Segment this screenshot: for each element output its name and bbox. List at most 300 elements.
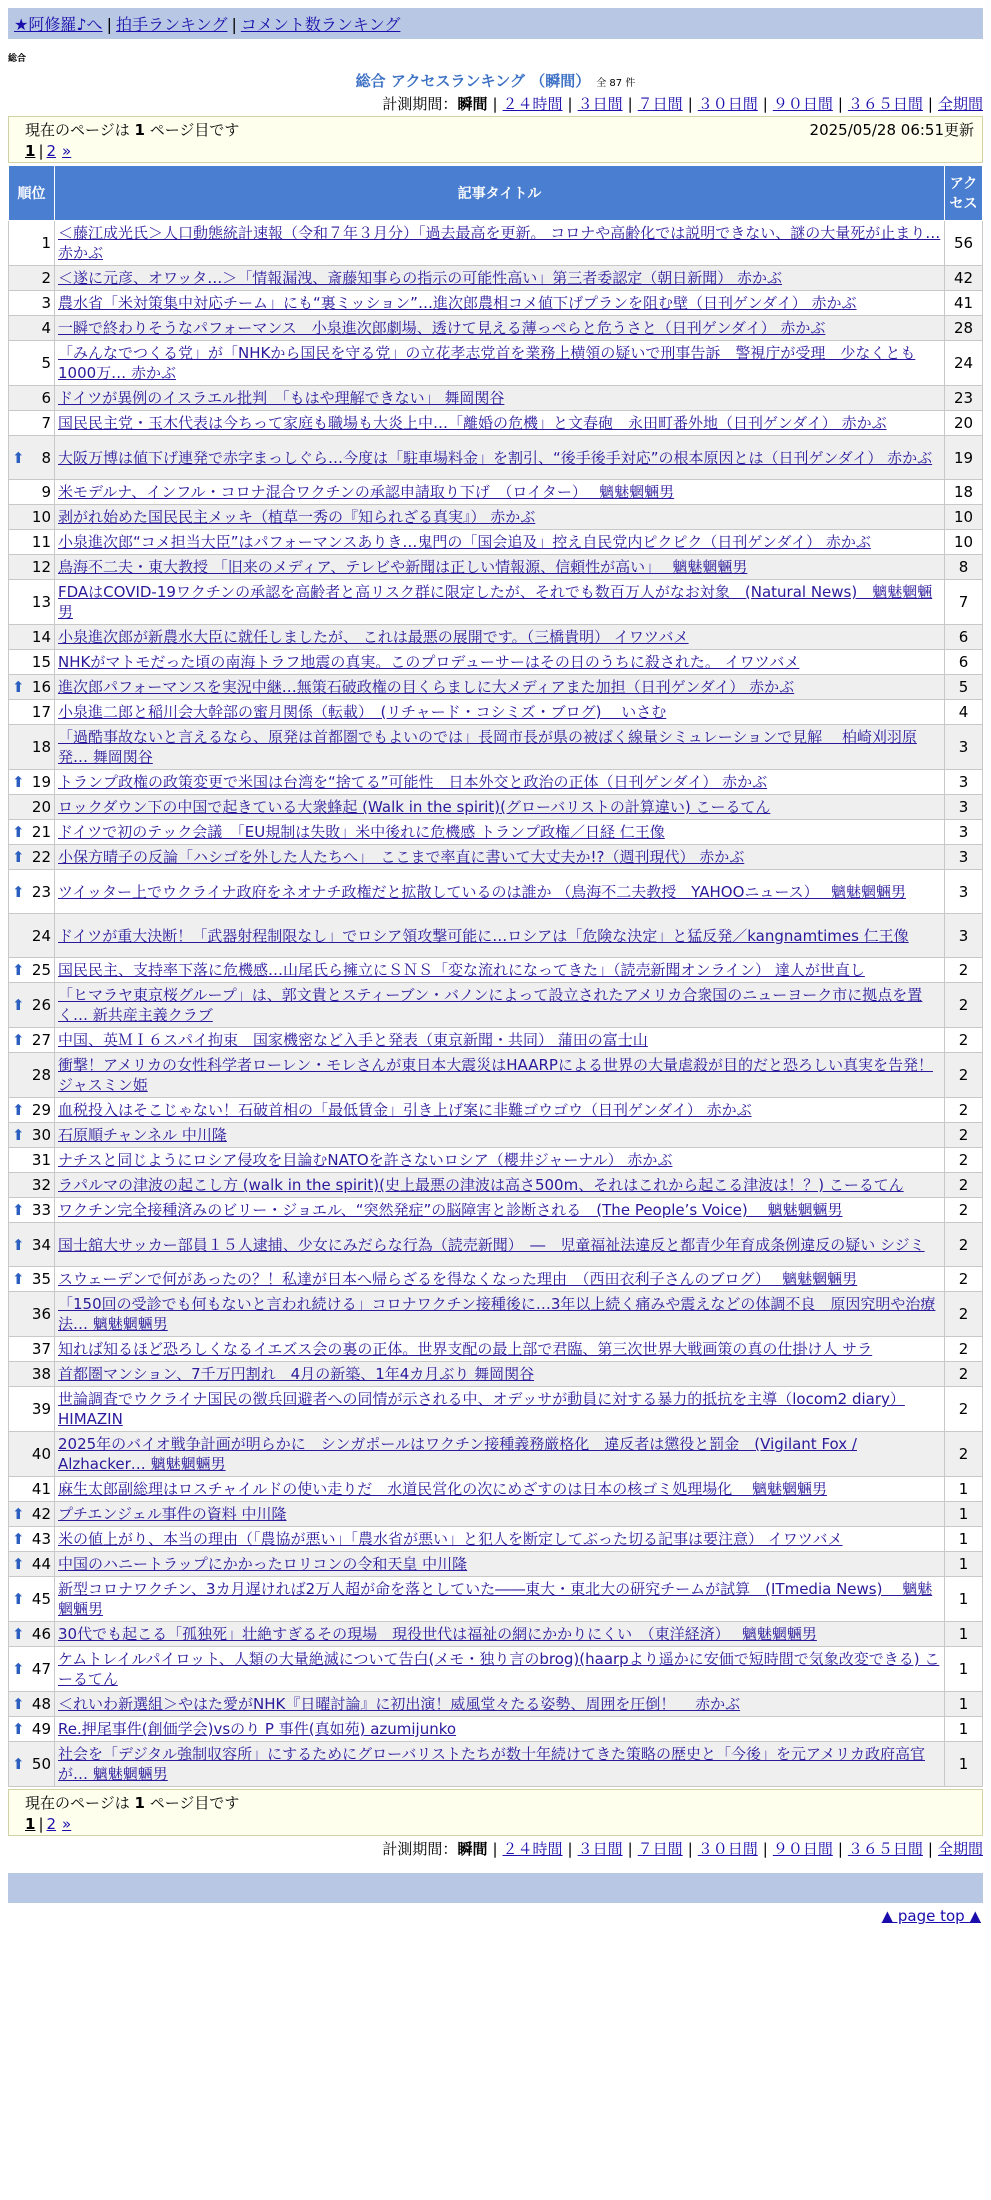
title-cell [55, 1432, 945, 1477]
rank-cell [9, 555, 55, 580]
rank-cell [9, 1123, 55, 1148]
article-title-link[interactable]: 血税投入はそこじゃない！石破首相の「最低賃金」引き上げ案に非難ゴウゴウ（日刊ゲンダイ） 赤かぶ [58, 1101, 752, 1119]
rank-cell [9, 1527, 55, 1552]
table-row [9, 650, 983, 675]
article-title-link[interactable]: ナチスと同じようにロシア侵攻を目論むNATOを許さないロシア（櫻井ジャーナル） 赤かぶ [58, 1151, 673, 1169]
ranking-title: 総合 アクセスランキング （瞬間） [355, 72, 591, 90]
rank-number: 33 [31, 1201, 51, 1219]
article-title-link[interactable]: 小泉進次郎“コメ担当大臣”はパフォーマンスありき…鬼門の「国会追及」控え自民党内ピクピク（日刊ゲンダイ） 赤かぶ [58, 533, 871, 551]
title-cell [55, 291, 945, 316]
separator: | [927, 95, 933, 113]
access-count: 3 [945, 725, 983, 770]
title-cell [55, 820, 945, 845]
article-title-link[interactable]: 「150回の受診でも何もないと言われ続ける」コロナワクチン接種後に…3年以上続く痛みや震えなどの体調不良 原因究明や治療法… 魑魅魍魎男 [58, 1295, 936, 1333]
access-count: 3 [945, 820, 983, 845]
table-row [9, 436, 983, 480]
table-row [9, 221, 983, 266]
access-count: 1 [945, 1527, 983, 1552]
separator: | [927, 1840, 933, 1858]
access-count: 1 [945, 1477, 983, 1502]
title-cell [55, 625, 945, 650]
access-count: 2 [945, 1387, 983, 1432]
rank-number: 27 [31, 1031, 51, 1049]
article-title-link[interactable]: トランプ政権の政策変更で米国は台湾を“捨てる”可能性 日本外交と政治の正体（日刊ゲンダイ） 赤かぶ [58, 773, 768, 791]
title-cell [55, 725, 945, 770]
period-top-period-4[interactable]: ３０日間 [697, 95, 758, 113]
period-selector-bottom [8, 1838, 983, 1859]
access-count: 3 [945, 870, 983, 914]
rank-number: 9 [41, 483, 51, 501]
up-arrow-icon: ⬆ [12, 823, 25, 841]
title-cell [55, 1028, 945, 1053]
title-cell [55, 1123, 945, 1148]
up-arrow-icon: ⬆ [12, 1101, 25, 1119]
article-title-link[interactable]: 麻生太郎副総理はロスチャイルドの使い走りだ 水道民営化の次にめざすのは日本の核ゴミ処理場化 魑魅魍魎男 [58, 1480, 828, 1498]
current-page-text-bottom: 現在のページは 1 ページ目です [25, 1794, 240, 1812]
table-row [9, 845, 983, 870]
article-title-link[interactable]: 米の値上がり、本当の理由（「農協が悪い」「農水省が悪い」と犯人を断定してぶった切る記事は要注意） イワツバメ [58, 1530, 843, 1548]
access-count: 2 [945, 1098, 983, 1123]
article-title-link[interactable]: 国民民主、支持率下落に危機感…山尾氏ら擁立にＳＮＳ「変な流れになってきた」（読売新聞オンライン） 達人が世直し [58, 961, 865, 979]
article-title-link[interactable]: FDAはCOVID-19ワクチンの承認を高齢者と高リスク群に限定したが、それでも数百万人がなお対象 (Natural News) 魑魅魍魎男 [58, 583, 933, 621]
page-info-box-bottom [8, 1789, 983, 1836]
rank-cell [9, 221, 55, 266]
article-title-link[interactable]: 小泉進次郎が新農水大臣に就任しましたが、 これは最悪の展開です。（三橋貴明） イワツバメ [58, 628, 689, 646]
title-cell [55, 1742, 945, 1787]
table-row [9, 1148, 983, 1173]
title-cell [55, 1198, 945, 1223]
rank-number: 24 [31, 926, 51, 945]
period-selector [8, 93, 983, 114]
title-cell [55, 675, 945, 700]
rank-number: 26 [31, 996, 51, 1014]
article-title-link[interactable]: 鳥海不二夫・東大教授 「旧来のメディア、テレビや新聞は正しい情報源、信頼性が高い」 魑魅魍魎男 [58, 558, 748, 576]
up-arrow-icon: ⬆ [12, 1660, 25, 1678]
page-info-box [8, 116, 983, 163]
rank-number: 2 [41, 269, 51, 287]
top-nav: ★阿修羅♪へ | 拍手ランキング | コメント数ランキング [8, 8, 983, 39]
access-header: アクセス [945, 166, 983, 221]
up-arrow-icon: ⬆ [12, 678, 25, 696]
table-row [9, 1362, 983, 1387]
rank-cell [9, 770, 55, 795]
article-title-link[interactable]: ＜れいわ新選組＞やはた愛がNHK『日曜討論』に初出演！威風堂々たる姿勢、周囲を圧倒！ 赤かぶ [58, 1695, 741, 1713]
title-header: 記事タイトル [55, 166, 945, 221]
period-bottom-period-7[interactable]: 全期間 [937, 1840, 983, 1858]
rank-cell [9, 1267, 55, 1292]
article-title-link[interactable]: 大阪万博は値下げ連発で赤字まっしぐら…今度は「駐車場料金」を割引、“後手後手対応”の根本原因とは（日刊ゲンダイ） 赤かぶ [58, 448, 933, 467]
access-count: 56 [945, 221, 983, 266]
table-row [9, 1717, 983, 1742]
access-count: 2 [945, 1432, 983, 1477]
access-count: 3 [945, 845, 983, 870]
pager-page-1[interactable]: 1 [25, 142, 36, 160]
article-title-link[interactable]: 石原順チャンネル 中川隆 [58, 1126, 227, 1144]
article-title-link[interactable]: 衝撃！アメリカの女性科学者ローレン・モレさんが東日本大震災はHAARPによる世界の大量虐殺が目的だと恐ろしい真実を告発！ ジャスミン姫 [58, 1056, 933, 1094]
table-row [9, 625, 983, 650]
article-title-link[interactable]: 小泉進二郎と稲川会大幹部の蜜月関係（転載） (リチャード・コシミズ・ブログ) いさむ [58, 703, 667, 721]
rank-cell [9, 1622, 55, 1647]
article-title-link[interactable]: 社会を「デジタル強制収容所」にするためにグローバリストたちが数十年続けてきた策略の歴史と「今後」を元アメリカ政府高官が… 魑魅魍魎男 [58, 1745, 926, 1783]
access-count: 10 [945, 530, 983, 555]
up-arrow-icon: ⬆ [12, 773, 25, 791]
rank-number: 20 [31, 798, 51, 816]
access-count: 1 [945, 1692, 983, 1717]
access-count: 2 [945, 1148, 983, 1173]
title-cell [55, 650, 945, 675]
period-top-period-5[interactable]: ９０日間 [772, 95, 833, 113]
title-cell [55, 1717, 945, 1742]
period-bottom-period-1[interactable]: ２４時間 [502, 1840, 563, 1858]
article-title-link[interactable]: プチエンジェル事件の資料 中川隆 [58, 1505, 287, 1523]
title-cell [55, 1223, 945, 1267]
up-arrow-icon: ⬆ [12, 1530, 25, 1548]
rank-number: 25 [31, 961, 51, 979]
rank-cell [9, 870, 55, 914]
access-count: 18 [945, 480, 983, 505]
article-title-link[interactable]: 米モデルナ、インフル・コロナ混合ワクチンの承認申請取り下げ （ロイター） 魑魅魍魎男 [58, 483, 675, 501]
access-count: 42 [945, 266, 983, 291]
separator: | [837, 1840, 843, 1858]
article-title-link[interactable]: 中国のハニートラップにかかったロリコンの令和天皇 中川隆 [58, 1555, 468, 1573]
current-page-text: 現在のページは 1 ページ目です [25, 121, 240, 139]
article-title-link[interactable]: NHKがマトモだった頃の南海トラフ地震の真実。このプロデューサーはその日のうちに殺された。 イワツバメ [58, 653, 800, 671]
up-arrow-icon: ⬆ [12, 961, 25, 979]
rank-cell [9, 1552, 55, 1577]
article-title-link[interactable]: 30代でも起こる「孤独死」壮絶すぎるその現場 現役世代は福祉の網にかかりにくい （東洋経済） 魑魅魍魎男 [58, 1625, 817, 1643]
table-row [9, 1198, 983, 1223]
title-cell [55, 914, 945, 958]
footer-bar [8, 1873, 983, 1903]
article-title-link[interactable]: 知れば知るほど恐ろしくなるイエズス会の裏の正体。世界支配の最上部で君臨、第三次世界大戦画策の真の仕掛け人 サラ [58, 1340, 873, 1358]
page-top-area [8, 1903, 983, 1929]
up-arrow-icon: ⬆ [12, 1270, 25, 1288]
rank-cell [9, 480, 55, 505]
separator: | [627, 95, 633, 113]
table-row [9, 958, 983, 983]
rank-cell [9, 1292, 55, 1337]
rank-cell [9, 1717, 55, 1742]
table-row [9, 266, 983, 291]
up-arrow-icon: ⬆ [12, 448, 25, 467]
access-count: 1 [945, 1552, 983, 1577]
article-title-link[interactable]: 2025年のバイオ戦争計画が明らかに シンガポールはワクチン接種義務厳格化 違反者は懲役と罰金 (Vigilant Fox / Alzhacker… 魑魅魍魎男 [58, 1435, 857, 1473]
access-count: 2 [945, 1198, 983, 1223]
period-top-period-0: 瞬間 [457, 95, 488, 113]
article-title-link[interactable]: ドイツが重大決断！「武器射程制限なし」でロシア領攻撃可能に…ロシアは「危険な決定」と猛反発／kangnamtimes 仁王像 [58, 926, 909, 945]
article-title-link[interactable]: ＜藤江成光氏＞人口動態統計速報（令和７年３月分）「過去最高を更新。 コロナや高齢化では説明できない、謎の大量死が止まり… 赤かぶ [58, 224, 941, 262]
access-count: 41 [945, 291, 983, 316]
rank-number: 8 [41, 448, 51, 467]
rank-cell [9, 1477, 55, 1502]
updated-timestamp: 2025/05/28 06:51更新 [809, 121, 974, 139]
rank-number: 31 [31, 1151, 51, 1169]
rank-cell [9, 1028, 55, 1053]
pager-bottom-page-2[interactable]: 2 [46, 1815, 57, 1833]
rank-cell [9, 650, 55, 675]
table-row [9, 1337, 983, 1362]
access-count: 28 [945, 316, 983, 341]
clap-ranking-link[interactable]: 拍手ランキング [115, 15, 228, 34]
separator: | [492, 1840, 498, 1858]
article-title-link[interactable]: 中国、英ＭＩ６スパイ拘束 国家機密など入手と発表（東京新聞・共同） 蒲田の富士山 [58, 1031, 648, 1049]
access-count: 8 [945, 555, 983, 580]
rank-cell [9, 580, 55, 625]
separator: | [762, 95, 768, 113]
title-cell [55, 436, 945, 480]
period-top-period-1[interactable]: ２４時間 [502, 95, 563, 113]
title-cell [55, 1527, 945, 1552]
separator: | [567, 95, 573, 113]
access-count: 1 [945, 1647, 983, 1692]
period-top-label: 計測期間： [382, 95, 458, 113]
table-row [9, 820, 983, 845]
pager-bottom: 1 | 2 » [25, 1815, 72, 1833]
separator: | [567, 1840, 573, 1858]
article-title-link[interactable]: 国士舘大サッカー部員１５人逮捕、少女にみだらな行為（読売新聞） ― 児童福祉法違反と都青少年育成条例違反の疑い シジミ [58, 1235, 925, 1254]
rank-number: 19 [31, 773, 51, 791]
article-title-link[interactable]: ドイツが異例のイスラエル批判 「もはや理解できない」 舞岡関谷 [58, 389, 505, 407]
article-title-link[interactable]: 一瞬で終わりそうなパフォーマンス 小泉進次郎劇場、透けて見える薄っぺらと危うさと（日刊ゲンダイ） 赤かぶ [58, 319, 826, 337]
access-count: 1 [945, 1577, 983, 1622]
rank-number: 7 [41, 414, 51, 432]
rank-header: 順位 [9, 166, 55, 221]
rank-number: 30 [31, 1126, 51, 1144]
access-count: 2 [945, 1223, 983, 1267]
table-row [9, 1053, 983, 1098]
rank-number: 50 [31, 1755, 51, 1773]
table-row [9, 914, 983, 958]
title-cell [55, 1098, 945, 1123]
rank-number: 43 [31, 1530, 51, 1548]
rank-number: 22 [31, 848, 51, 866]
access-count: 2 [945, 1173, 983, 1198]
rank-cell [9, 1198, 55, 1223]
article-title-link[interactable]: ラパルマの津波の起こし方 (walk in the spirit)(史上最悪の津波は高さ500m、それはこれから起こる津波は！？) こーるてん [58, 1176, 904, 1194]
access-count: 10 [945, 505, 983, 530]
rank-number: 6 [41, 389, 51, 407]
title-cell [55, 1173, 945, 1198]
access-count: 3 [945, 795, 983, 820]
rank-cell [9, 411, 55, 436]
table-row [9, 291, 983, 316]
access-count: 1 [945, 1502, 983, 1527]
separator: | [687, 95, 693, 113]
rank-number: 32 [31, 1176, 51, 1194]
table-row [9, 411, 983, 436]
access-count: 6 [945, 650, 983, 675]
separator: | [762, 1840, 768, 1858]
table-row [9, 700, 983, 725]
title-cell [55, 580, 945, 625]
access-count: 20 [945, 411, 983, 436]
rank-number: 42 [31, 1505, 51, 1523]
article-title-link[interactable]: ワクチン完全接種済みのビリー・ジョエル、“突然発症”の脳障害と診断される (The People’s Voice) 魑魅魍魎男 [58, 1201, 843, 1219]
rank-cell [9, 1148, 55, 1173]
article-title-link[interactable]: 剥がれ始めた国民民主メッキ（植草一秀の『知られざる真実』） 赤かぶ [58, 508, 536, 526]
rank-cell [9, 914, 55, 958]
table-row [9, 1387, 983, 1432]
category-label: 総合 [8, 54, 27, 64]
article-title-link[interactable]: ロックダウン下の中国で起きている大衆蜂起 (Walk in the spirit)(グローバリストの計算違い) こーるてん [58, 798, 771, 816]
period-bottom-period-2[interactable]: ３日間 [577, 1840, 623, 1858]
title-cell [55, 1477, 945, 1502]
article-title-link[interactable]: スウェーデンで何があったの？！私達が日本へ帰らざるを得なくなった理由 （西田衣利子さんのブログ） 魑魅魍魎男 [58, 1270, 858, 1288]
table-row [9, 795, 983, 820]
period-bottom-period-5[interactable]: ９０日間 [772, 1840, 833, 1858]
separator: | [837, 95, 843, 113]
rank-cell [9, 725, 55, 770]
table-row [9, 386, 983, 411]
table-row [9, 341, 983, 386]
access-count: 3 [945, 914, 983, 958]
rank-cell [9, 1173, 55, 1198]
rank-cell [9, 1647, 55, 1692]
rank-cell [9, 625, 55, 650]
table-row [9, 1577, 983, 1622]
title-cell [55, 316, 945, 341]
article-title-link[interactable]: 世論調査でウクライナ国民の徴兵回避者への同情が示される中、オデッサが動員に対する暴力的抵抗を主導（locom2 diary） HIMAZIN [58, 1390, 905, 1428]
period-bottom-period-6[interactable]: ３６５日間 [847, 1840, 923, 1858]
item-count: 全 87 件 [596, 78, 636, 89]
up-arrow-icon: ⬆ [12, 848, 25, 866]
title-cell [55, 505, 945, 530]
title-cell [55, 266, 945, 291]
pager-next[interactable]: » [62, 142, 72, 160]
title-cell [55, 1502, 945, 1527]
home-link[interactable]: ★阿修羅♪へ [14, 15, 103, 34]
rank-number: 10 [31, 508, 51, 526]
article-title-link[interactable]: ケムトレイルパイロット、人類の大量絶滅について告白(メモ・独り言のbrog)(haarpより遥かに安価で短時間で気象改変できる) こーるてん [58, 1650, 940, 1688]
table-row [9, 1742, 983, 1787]
access-count: 2 [945, 983, 983, 1028]
access-count: 6 [945, 625, 983, 650]
title-cell [55, 1692, 945, 1717]
rank-cell [9, 983, 55, 1028]
period-top-period-6[interactable]: ３６５日間 [847, 95, 923, 113]
table-row [9, 983, 983, 1028]
rank-cell [9, 1432, 55, 1477]
pager-bottom-page-1[interactable]: 1 [25, 1815, 36, 1833]
table-row [9, 870, 983, 914]
article-title-link[interactable]: 「過酷事故ないと言えるなら、原発は首都圏でもよいのでは」長岡市長が県の被ばく線量シミュレーションで見解 柏崎刈羽原発… 舞岡関谷 [58, 728, 917, 766]
pager-page-2[interactable]: 2 [46, 142, 57, 160]
article-title-link[interactable]: 農水省「米対策集中対応チーム」にも“裏ミッション”…進次郎農相コメ値下げプランを阻む壁（日刊ゲンダイ） 赤かぶ [58, 294, 857, 312]
comment-ranking-link[interactable]: コメント数ランキング [240, 15, 401, 34]
article-title-link[interactable]: ドイツで初のテック会議 「EU規制は失敗」米中後れに危機感 トランプ政権／日経 仁王像 [58, 823, 665, 841]
rank-number: 48 [31, 1695, 51, 1713]
rank-cell [9, 1502, 55, 1527]
period-top-period-3[interactable]: ７日間 [637, 95, 683, 113]
rank-cell [9, 1742, 55, 1787]
article-title-link[interactable]: ツイッター上でウクライナ政府をネオナチ政権だと拡散しているのは誰か （鳥海不二夫教授 YAHOOニュース） 魑魅魍魎男 [58, 882, 906, 901]
page-title [8, 70, 983, 91]
title-cell [55, 1647, 945, 1692]
page-top-link[interactable]: ▲ page top ▲ [881, 1907, 981, 1925]
title-cell [55, 983, 945, 1028]
rank-number: 46 [31, 1625, 51, 1643]
article-title-link[interactable]: 小保方晴子の反論「ハシゴを外した人たちへ」 ここまで率直に書いて大丈夫か!?（週刊現代） 赤かぶ [58, 848, 745, 866]
access-count: 2 [945, 1362, 983, 1387]
article-title-link[interactable]: Re.押尾事件(創価学会)vsのり P 事件(真如苑) azumijunko [58, 1720, 457, 1738]
article-title-link[interactable]: ＜遂に元彦、オワッタ…＞「情報漏洩、斎藤知事らの指示の可能性高い」第三者委認定（朝日新聞） 赤かぶ [58, 269, 783, 287]
article-title-link[interactable]: 新型コロナワクチン、3カ月遅ければ2万人超が命を落としていた――東大・東北大の研究チームが試算 (ITmedia News) 魑魅魍魎男 [58, 1580, 933, 1618]
title-cell [55, 530, 945, 555]
access-count: 1 [945, 1622, 983, 1647]
rank-cell [9, 795, 55, 820]
access-count: 3 [945, 770, 983, 795]
up-arrow-icon: ⬆ [12, 1755, 25, 1773]
rank-number: 5 [41, 354, 51, 372]
table-row [9, 530, 983, 555]
table-row [9, 1692, 983, 1717]
access-count: 24 [945, 341, 983, 386]
access-count: 4 [945, 700, 983, 725]
table-row [9, 1622, 983, 1647]
period-top-period-2[interactable]: ３日間 [577, 95, 623, 113]
rank-number: 16 [31, 678, 51, 696]
article-title-link[interactable]: 「ヒマラヤ東京桜グループ」は、郭文貴とスティーブン・バノンによって設立されたアメリカ合衆国のニューヨーク市に拠点を置く… 新共産主義クラブ [58, 986, 923, 1024]
access-count: 2 [945, 1292, 983, 1337]
rank-cell [9, 1223, 55, 1267]
period-bottom-period-3[interactable]: ７日間 [637, 1840, 683, 1858]
table-row [9, 1173, 983, 1198]
article-title-link[interactable]: 進次郎パフォーマンスを実況中継…無策石破政権の目くらましに大メディアまた加担（日刊ゲンダイ） 赤かぶ [58, 678, 795, 696]
up-arrow-icon: ⬆ [12, 996, 25, 1014]
rank-number: 37 [31, 1340, 51, 1358]
rank-cell [9, 1098, 55, 1123]
table-row [9, 580, 983, 625]
access-count: 2 [945, 1267, 983, 1292]
table-row [9, 1223, 983, 1267]
access-count: 2 [945, 958, 983, 983]
article-title-link[interactable]: 首都圏マンション、7千万円割れ 4月の新築、1年4カ月ぶり 舞岡関谷 [58, 1365, 535, 1383]
period-top-period-7[interactable]: 全期間 [937, 95, 983, 113]
article-title-link[interactable]: 「みんなでつくる党」が「NHKから国民を守る党」の立花孝志党首を業務上横領の疑いで刑事告訴 警視庁が受理 少なくとも1000万… 赤かぶ [58, 344, 916, 382]
up-arrow-icon: ⬆ [12, 882, 25, 901]
access-count: 5 [945, 675, 983, 700]
period-bottom-period-4[interactable]: ３０日間 [697, 1840, 758, 1858]
access-count: 2 [945, 1123, 983, 1148]
title-cell [55, 1267, 945, 1292]
title-cell [55, 1337, 945, 1362]
table-row [9, 725, 983, 770]
title-cell [55, 1577, 945, 1622]
title-cell [55, 386, 945, 411]
pager-bottom-next[interactable]: » [62, 1815, 72, 1833]
rank-number: 36 [31, 1305, 51, 1323]
pager: 1 | 2 » [25, 142, 72, 160]
rank-number: 3 [41, 294, 51, 312]
rank-number: 49 [31, 1720, 51, 1738]
title-cell [55, 1387, 945, 1432]
title-cell [55, 1622, 945, 1647]
table-row [9, 1098, 983, 1123]
up-arrow-icon: ⬆ [12, 1201, 25, 1219]
table-row [9, 1123, 983, 1148]
article-title-link[interactable]: 国民民主党・玉木代表は今ちって家庭も職場も大炎上中…「離婚の危機」と文春砲 永田町番外地（日刊ゲンダイ） 赤かぶ [58, 414, 887, 432]
rank-number: 45 [31, 1590, 51, 1608]
access-count: 2 [945, 1053, 983, 1098]
ranking-table [8, 165, 983, 1787]
up-arrow-icon: ⬆ [12, 1720, 25, 1738]
table-row [9, 1267, 983, 1292]
rank-number: 39 [31, 1400, 51, 1418]
title-cell [55, 341, 945, 386]
up-arrow-icon: ⬆ [12, 1625, 25, 1643]
rank-number: 23 [31, 882, 51, 901]
period-bottom-period-0: 瞬間 [457, 1840, 488, 1858]
